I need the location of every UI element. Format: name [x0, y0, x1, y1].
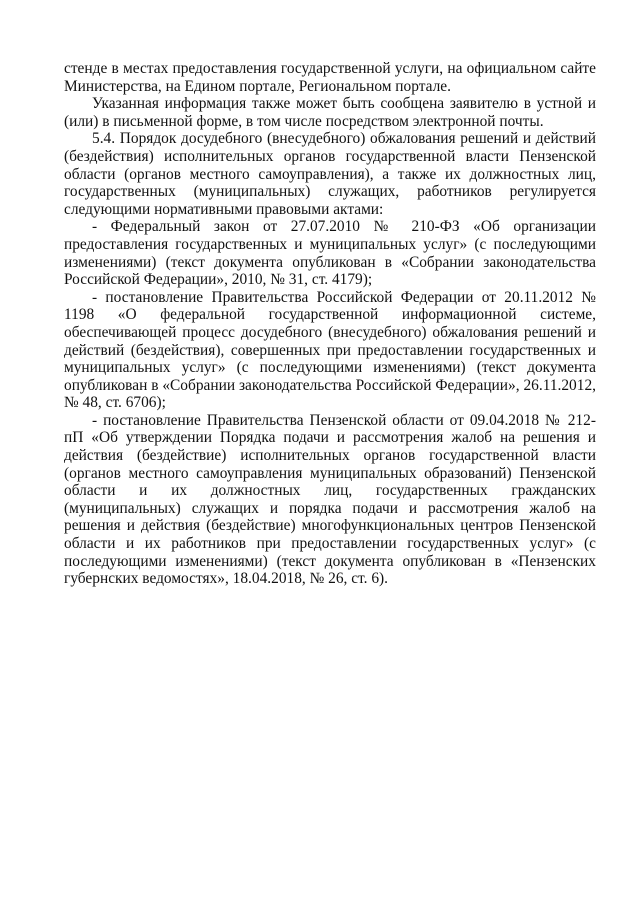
paragraph-section-5-4: 5.4. Порядок досудебного (внесудебного) обжалования решений и действий (бездействия) исполнительных органов государственной власти Пензенской области (органов местного самоуправления), а также их должностных лиц, государственных (муниципальных) служащих, работников регулируется следующими нормативными правовыми актами:: [64, 130, 596, 218]
paragraph-continuation: стенде в местах предоставления государственной услуги, на официальном сайте Министерства, на Едином портале, Региональном портале.: [64, 60, 596, 95]
document-page: [64, 60, 596, 588]
list-item-government-decree-1198: - постановление Правительства Российской Федерации от 20.11.2012 № 1198 «О федеральной государственной информационной системе, обеспечивающей процесс досудебного (внесудебного) обжалования решений и действий (бездействия), совершенных при предоставлении государственных и муниципальных услуг» (с последующими изменениями) (текст документа опубликован в «Собрании законодательства Российской Федерации», 26.11.2012, № 48, ст. 6706);: [64, 288, 596, 412]
paragraph-info-notice: Указанная информация также может быть сообщена заявителю в устной и (или) в письменной форме, в том числе посредством электронной почты.: [64, 95, 596, 130]
list-item-federal-law-210: - Федеральный закон от 27.07.2010 № 210-ФЗ «Об организации предоставления государственных и муниципальных услуг» (с последующими изменениями) (текст документа опубликован в «Собрании законодательства Российской Федерации», 2010, № 31, ст. 4179);: [64, 218, 596, 289]
list-item-penza-decree-212: - постановление Правительства Пензенской области от 09.04.2018 № 212-пП «Об утверждении Порядка подачи и рассмотрения жалоб на решения и действия (бездействие) исполнительных органов государственной власти (органов местного самоуправления муниципальных образований) Пензенской области и их должностных лиц, государственных гражданских (муниципальных) служащих и порядка подачи и рассмотрения жалоб на решения и действия (бездействие) многофункциональных центров Пензенской области и их работников при предоставлении государственных услуг» (с последующими изменениями) (текст документа опубликован в «Пензенских губернских ведомостях», 18.04.2018, № 26, ст. 6).: [64, 411, 596, 588]
